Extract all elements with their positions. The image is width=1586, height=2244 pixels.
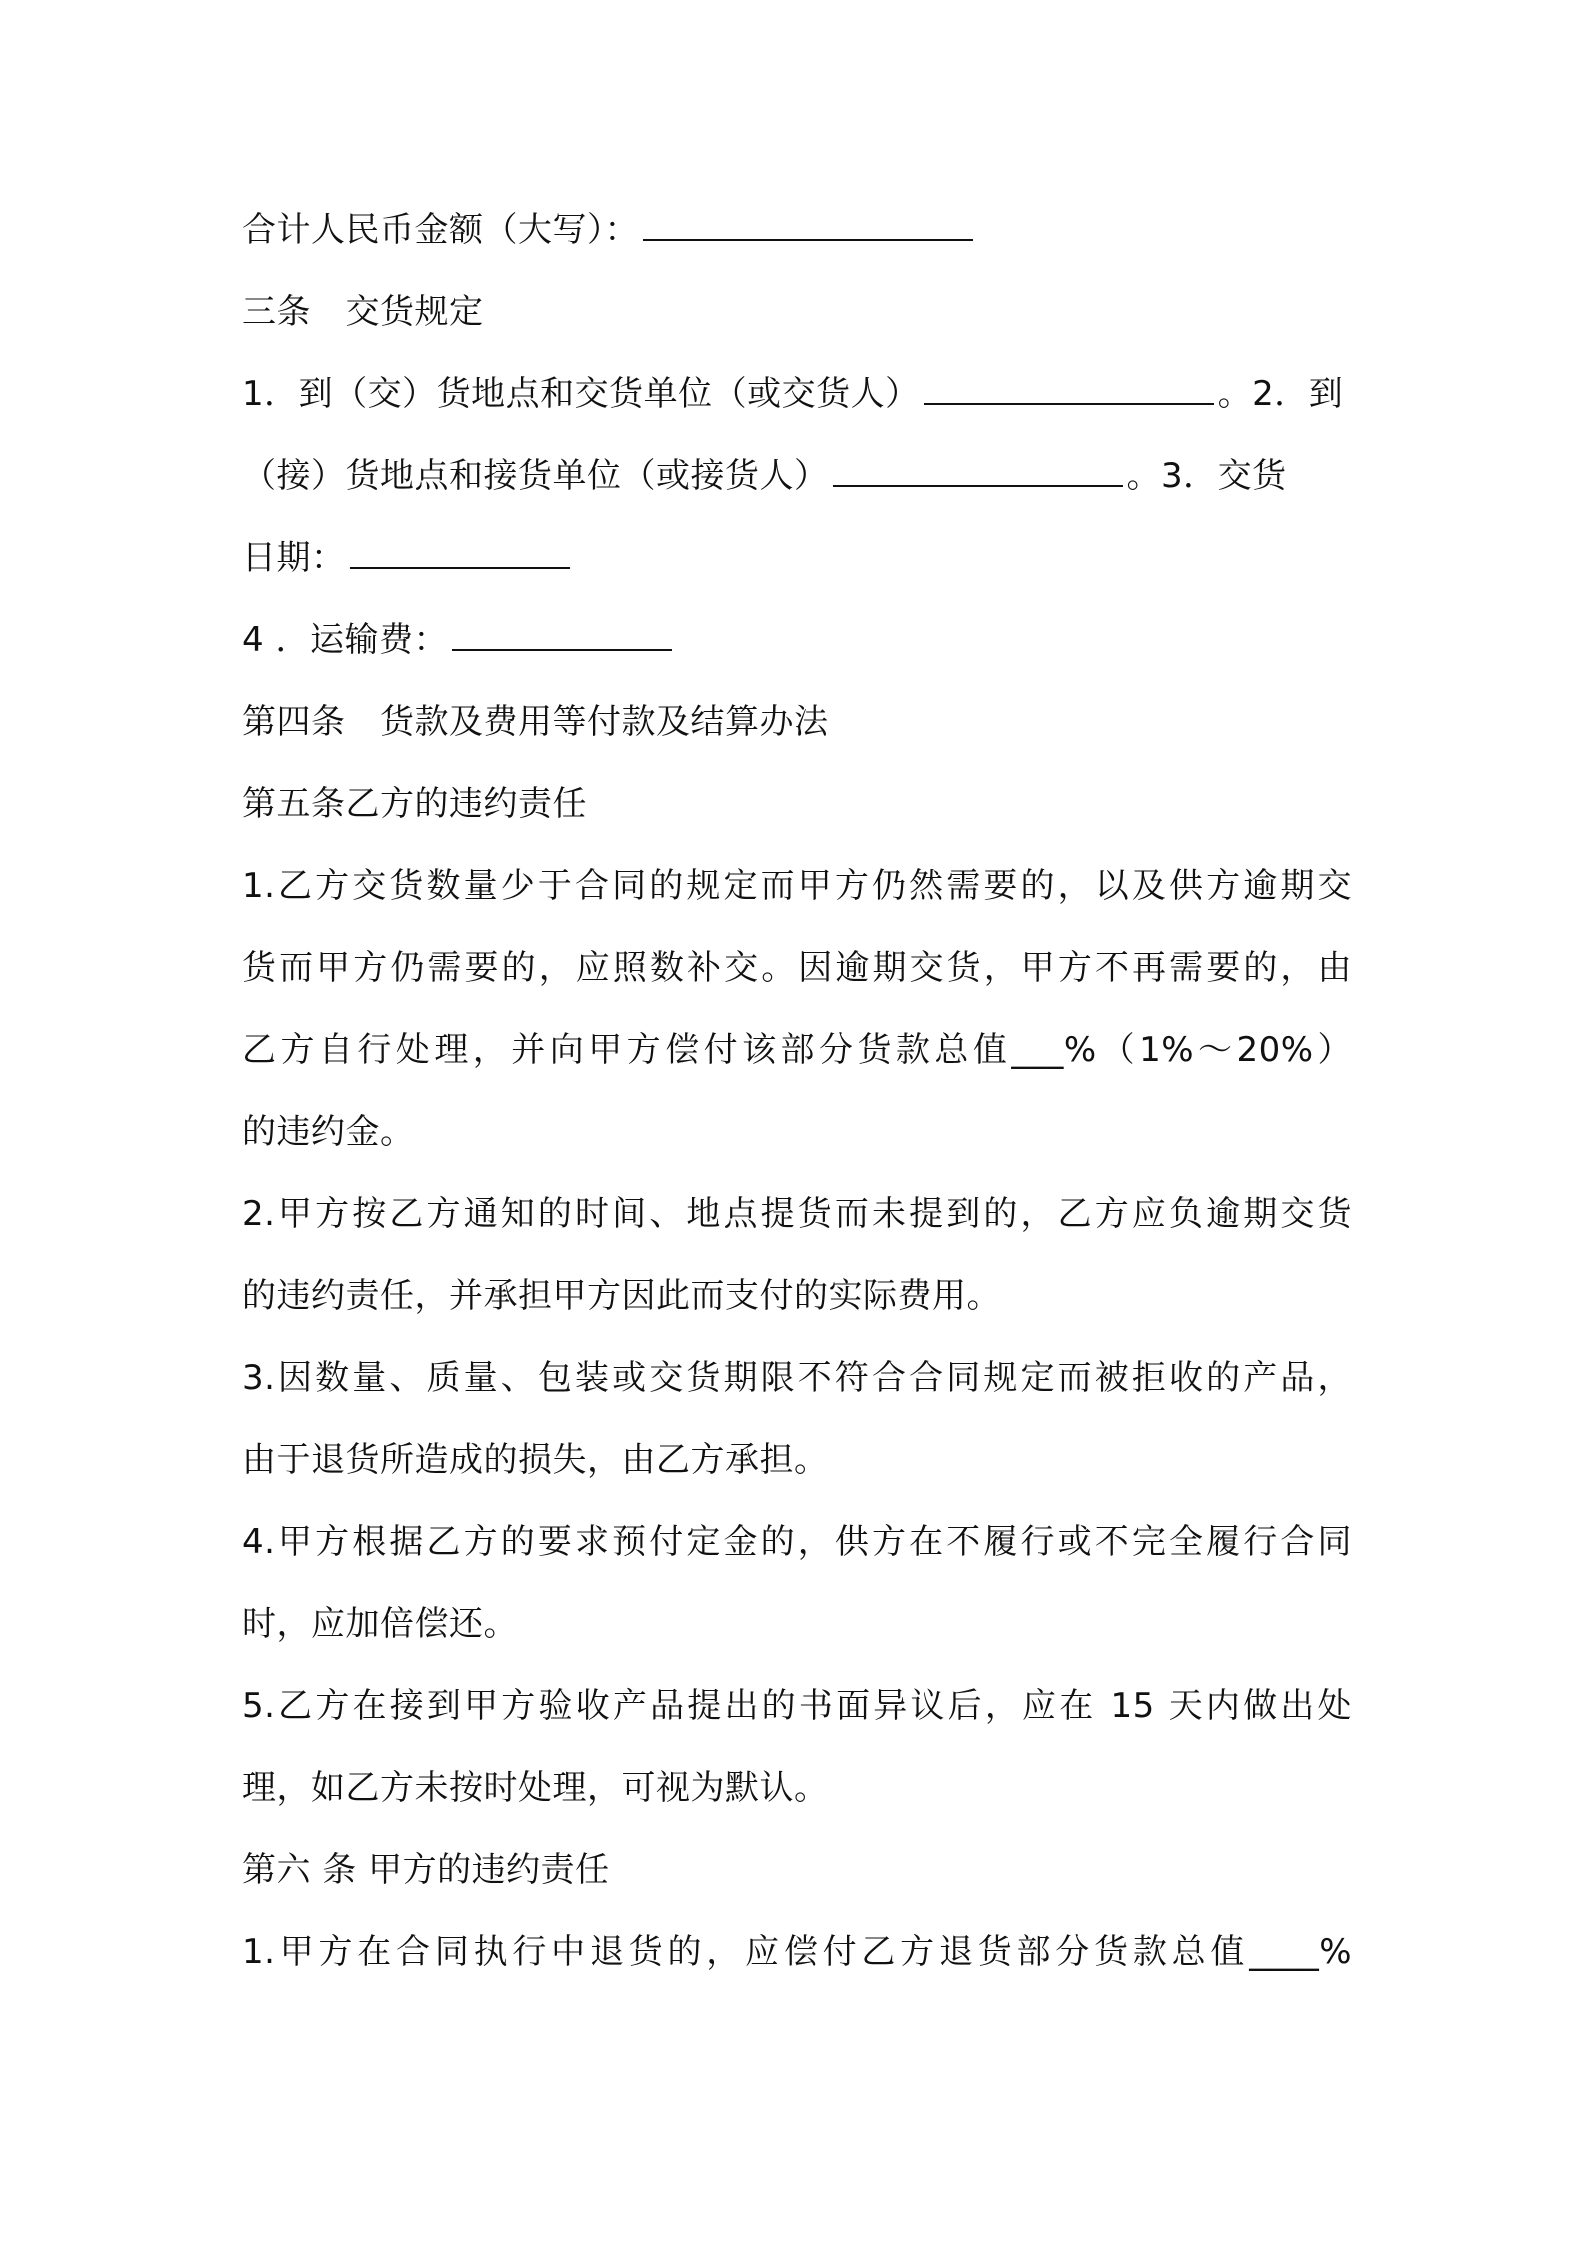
paragraph-line: 货而甲方仍需要的，应照数补交。因逾期交货，甲方不再需要的，由: [242, 948, 1352, 988]
paragraph-line: 5.乙方在接到甲方验收产品提出的书面异议后，应在 15 天内做出处: [242, 1686, 1352, 1726]
paragraph-line: 2.甲方按乙方通知的时间、地点提货而未提到的，乙方应负逾期交货: [242, 1194, 1352, 1234]
delivery-line-3: [242, 536, 1352, 580]
paragraph-line: 3.因数量、质量、包装或交货期限不符合合同规定而被拒收的产品，: [242, 1358, 1352, 1398]
paragraph-line: 1.乙方交货数量少于合同的规定而甲方仍然需要的，以及供方逾期交: [242, 866, 1352, 906]
fill-blank[interactable]: [833, 455, 1123, 487]
paragraph-line: 1.甲方在合同执行中退货的，应偿付乙方退货部分货款总值____%: [242, 1932, 1352, 1972]
fill-blank[interactable]: [350, 537, 570, 569]
line-text: 日期：: [242, 538, 346, 578]
fill-blank[interactable]: [643, 209, 973, 241]
paragraph-line: 的违约金。: [242, 1112, 415, 1152]
delivery-line-1: [242, 372, 1352, 416]
fill-blank[interactable]: [452, 619, 672, 651]
paragraph-line: 由于退货所造成的损失，由乙方承担。: [242, 1440, 829, 1480]
line-text: 合计人民币金额（大写）：: [242, 210, 639, 250]
paragraph-line: 4.甲方根据乙方的要求预付定金的，供方在不履行或不完全履行合同: [242, 1522, 1352, 1562]
article-6-title: 第六 条 甲方的违约责任: [242, 1850, 610, 1890]
line-text: 三条 交货规定: [242, 292, 484, 332]
fill-blank[interactable]: [924, 373, 1214, 405]
paragraph-line: 的违约责任，并承担甲方因此而支付的实际费用。: [242, 1276, 1001, 1316]
line-text: 第五条乙方的违约责任: [242, 784, 587, 824]
paragraph-line: 乙方自行处理，并向甲方偿付该部分货款总值___%（1%～20%）: [242, 1030, 1352, 1070]
article-4-title: [242, 700, 1352, 744]
paragraph-line: 时，应加倍偿还。: [242, 1604, 518, 1644]
line-text: （接）货地点和接货单位（或接货人）: [242, 456, 829, 496]
line-tail: 。3．交货: [1126, 456, 1287, 496]
total-amount-line: [242, 208, 1352, 252]
paragraph-line: 理，如乙方未按时处理，可视为默认。: [242, 1768, 829, 1808]
line-text: 1．到（交）货地点和交货单位（或交货人）: [242, 374, 920, 414]
line-tail: 。2．到: [1217, 374, 1344, 414]
delivery-line-2: [242, 454, 1352, 498]
line-text: 4 ．运输费：: [242, 620, 448, 660]
article-5-title: [242, 782, 1352, 826]
line-text: 第四条 货款及费用等付款及结算办法: [242, 702, 829, 742]
article-3-title: [242, 290, 1352, 334]
delivery-line-4: [242, 618, 1352, 662]
